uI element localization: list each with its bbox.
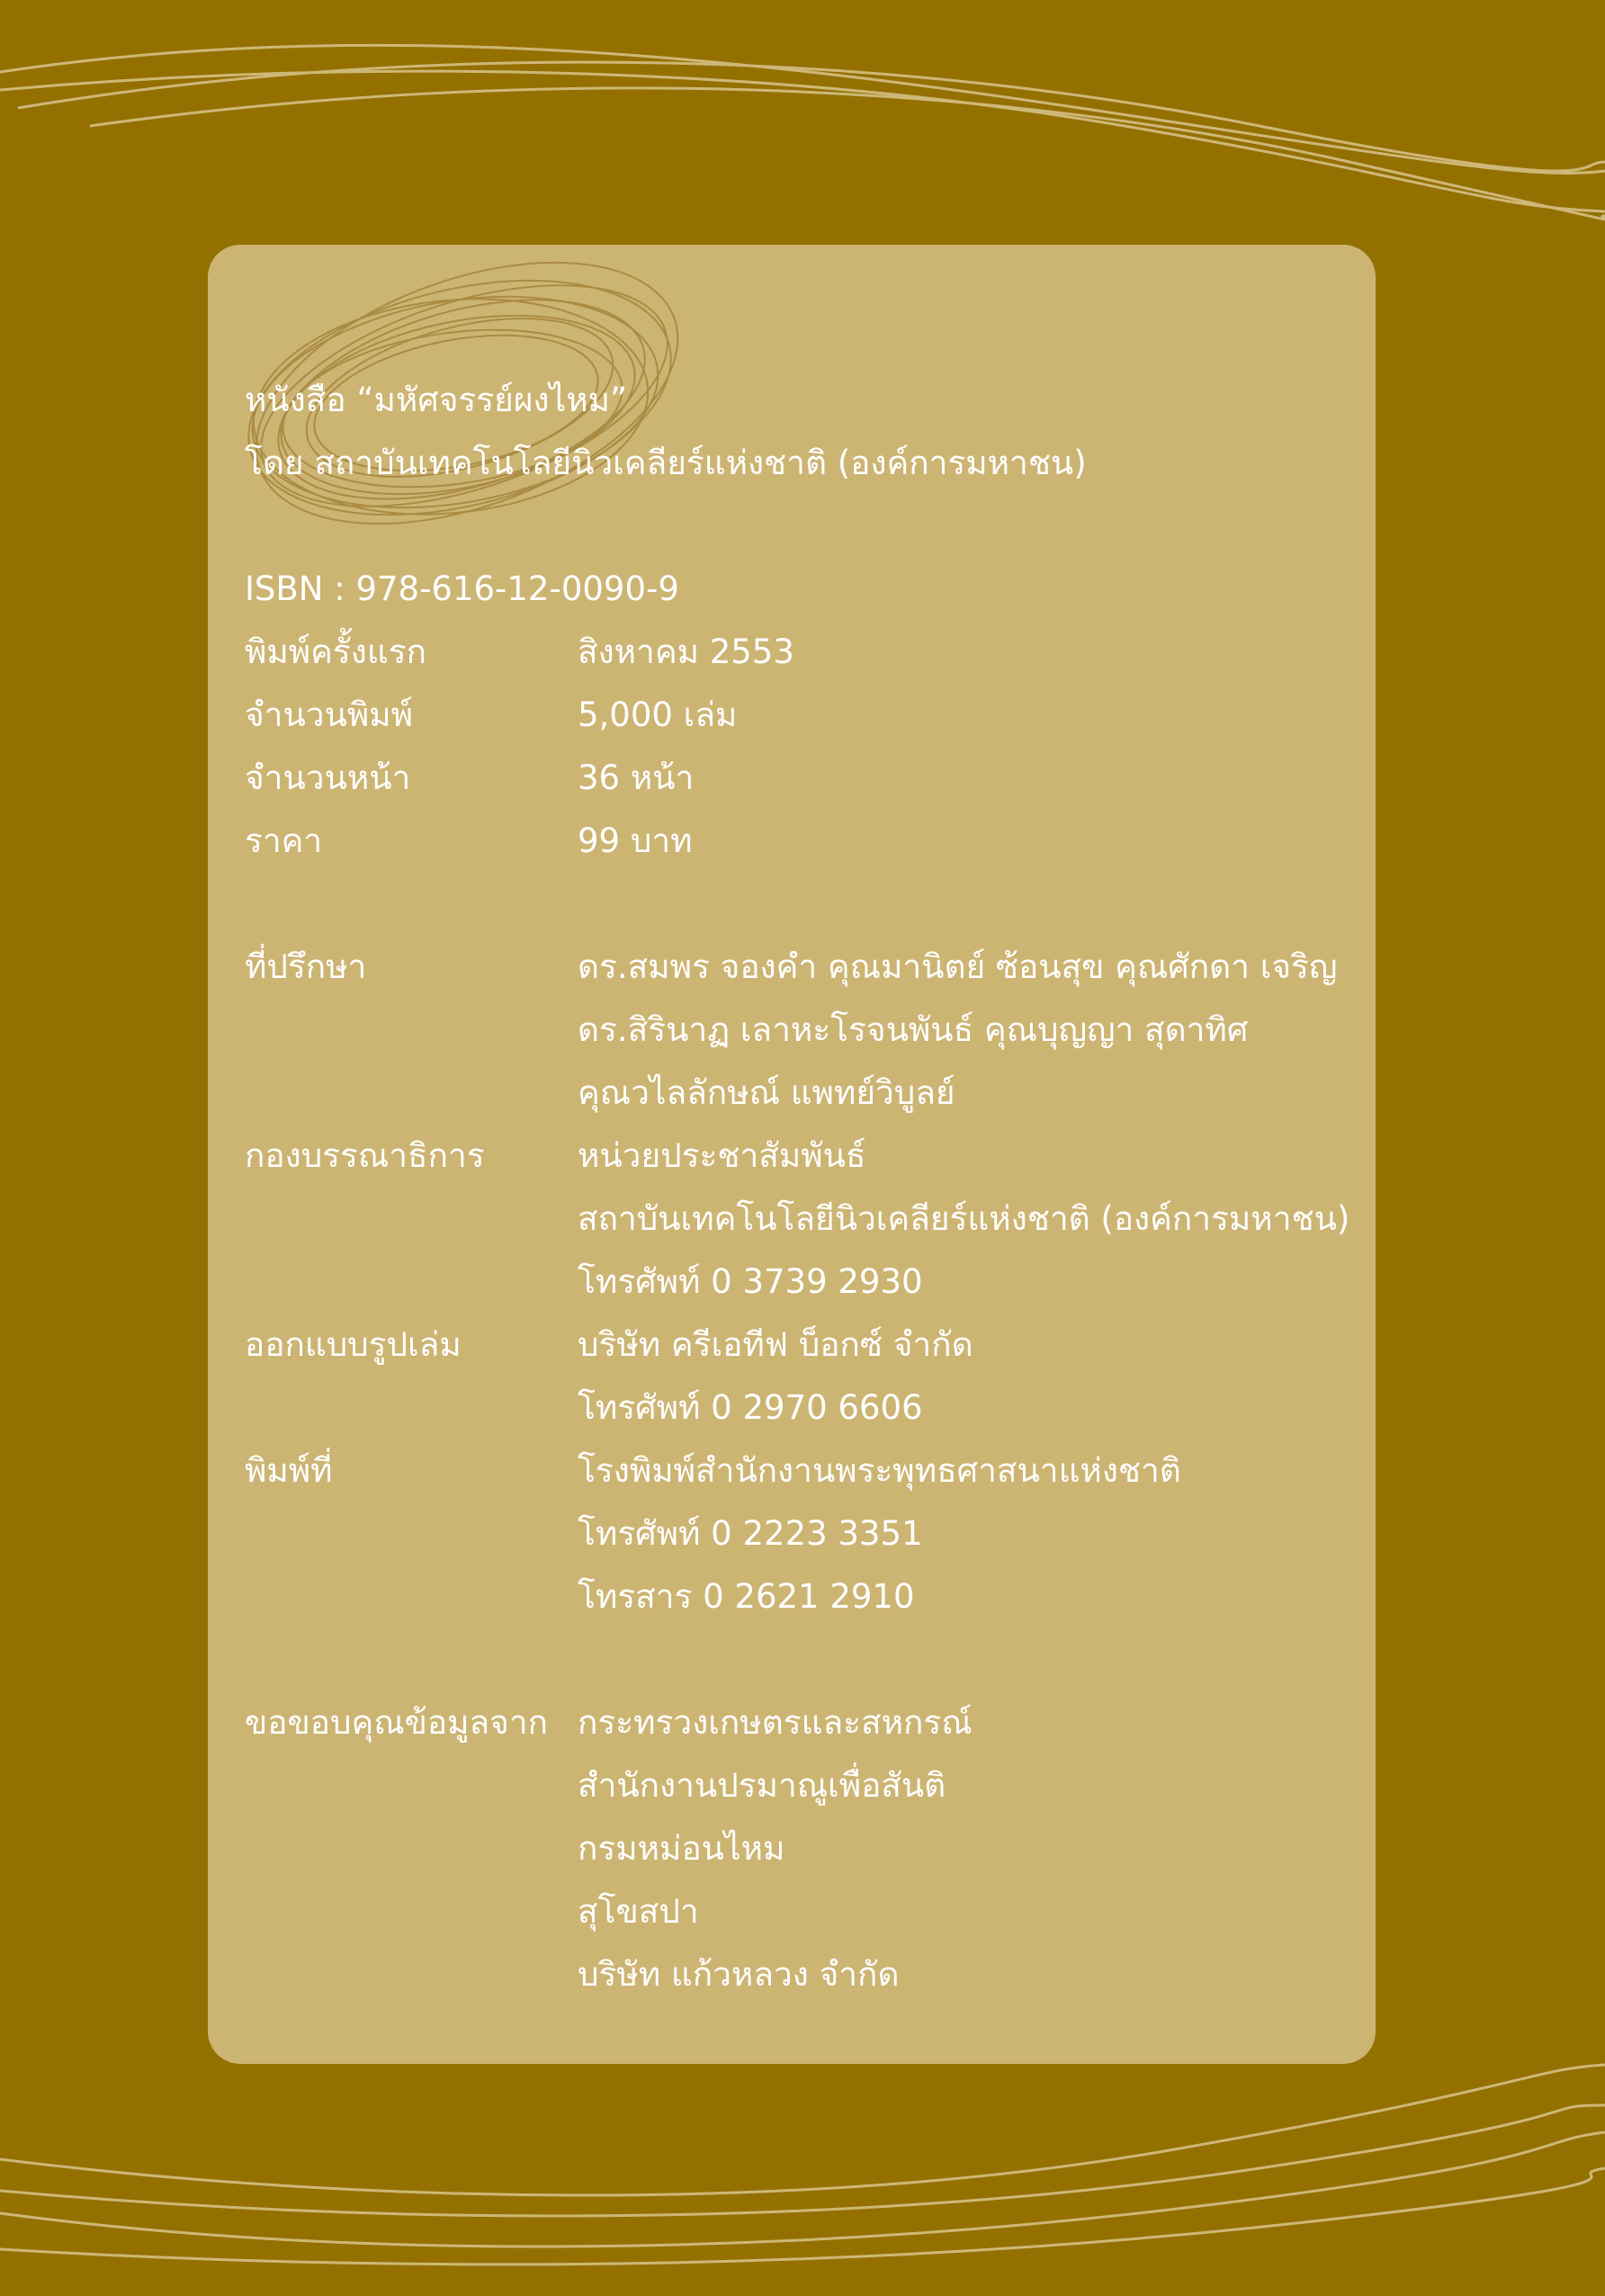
page-count-value: 36 หน้า [578, 758, 695, 797]
isbn: ISBN : 978-616-12-0090-9 [245, 570, 679, 608]
advisors-row [245, 936, 1349, 1125]
print-count-label: จำนวนพิมพ์ [245, 695, 413, 734]
publisher-line: โดย สถาบันเทคโนโลยีนิวเคลียร์แห่งชาติ (องค์การมหาชน) [245, 444, 1087, 482]
info-panel [208, 245, 1376, 2064]
advisors-line: คุณวไลลักษณ์ แพทย์วิบูลย์ [578, 1073, 955, 1112]
design-values [578, 1314, 1349, 1439]
printer-label: พิมพ์ที่ [245, 1451, 333, 1490]
thanks-line: สุโขสปา [578, 1892, 699, 1931]
editorial-line: โทรศัพท์ 0 3739 2930 [578, 1262, 923, 1301]
price-value: 99 บาท [578, 821, 693, 860]
printer-values [578, 1439, 1349, 1628]
print-count-value: 5,000 เล่ม [578, 695, 738, 734]
thanks-label: ขอขอบคุณข้อมูลจาก [245, 1703, 549, 1742]
page-count-label: จำนวนหน้า [245, 758, 411, 797]
printer-line: โทรศัพท์ 0 2223 3351 [578, 1514, 923, 1553]
colophon-text [245, 369, 1349, 2006]
thanks-line: บริษัท แก้วหลวง จำกัด [578, 1955, 900, 1994]
thanks-line: กระทรวงเกษตรและสหกรณ์ [578, 1703, 973, 1742]
design-line: บริษัท ครีเอทีฟ บ็อกซ์ จำกัด [578, 1325, 973, 1364]
printer-line: โรงพิมพ์สำนักงานพระพุทธศาสนาแห่งชาติ [578, 1451, 1181, 1490]
thanks-values [578, 1691, 1349, 2006]
price-row [245, 810, 1349, 873]
editorial-line: หน่วยประชาสัมพันธ์ [578, 1136, 866, 1175]
advisors-values [578, 936, 1349, 1125]
first-print-row [245, 621, 1349, 684]
editorial-label: กองบรรณาธิการ [245, 1136, 485, 1175]
page-count-row [245, 747, 1349, 810]
book-title: หนังสือ “มหัศจรรย์ผงไหม” [245, 381, 628, 419]
thanks-line: สำนักงานปรมาณูเพื่อสันติ [578, 1766, 946, 1805]
top-wave-decoration [0, 0, 1605, 252]
editorial-row [245, 1125, 1349, 1314]
advisors-label: ที่ปรึกษา [245, 947, 367, 986]
print-count-row [245, 684, 1349, 747]
design-row [245, 1314, 1349, 1439]
design-label: ออกแบบรูปเล่ม [245, 1325, 462, 1364]
advisors-line: ดร.สิรินาฏ เลาหะโรจนพันธ์ คุณบุญญา สุดาทิศ [578, 1010, 1249, 1049]
thanks-line: กรมหม่อนไหม [578, 1829, 785, 1868]
first-print-label: พิมพ์ครั้งแรก [245, 632, 426, 671]
bottom-wave-decoration [0, 2033, 1605, 2296]
price-label: ราคา [245, 821, 323, 860]
editorial-values [578, 1125, 1349, 1314]
printer-row [245, 1439, 1349, 1628]
thanks-row [245, 1691, 1349, 2006]
editorial-line: สถาบันเทคโนโลยีนิวเคลียร์แห่งชาติ (องค์การมหาชน) [578, 1199, 1350, 1238]
first-print-value: สิงหาคม 2553 [578, 632, 794, 671]
advisors-line: ดร.สมพร จองคำ คุณมานิตย์ ซ้อนสุข คุณศักดา เจริญ [578, 947, 1338, 986]
design-line: โทรศัพท์ 0 2970 6606 [578, 1388, 923, 1427]
printer-line: โทรสาร 0 2621 2910 [578, 1577, 915, 1616]
